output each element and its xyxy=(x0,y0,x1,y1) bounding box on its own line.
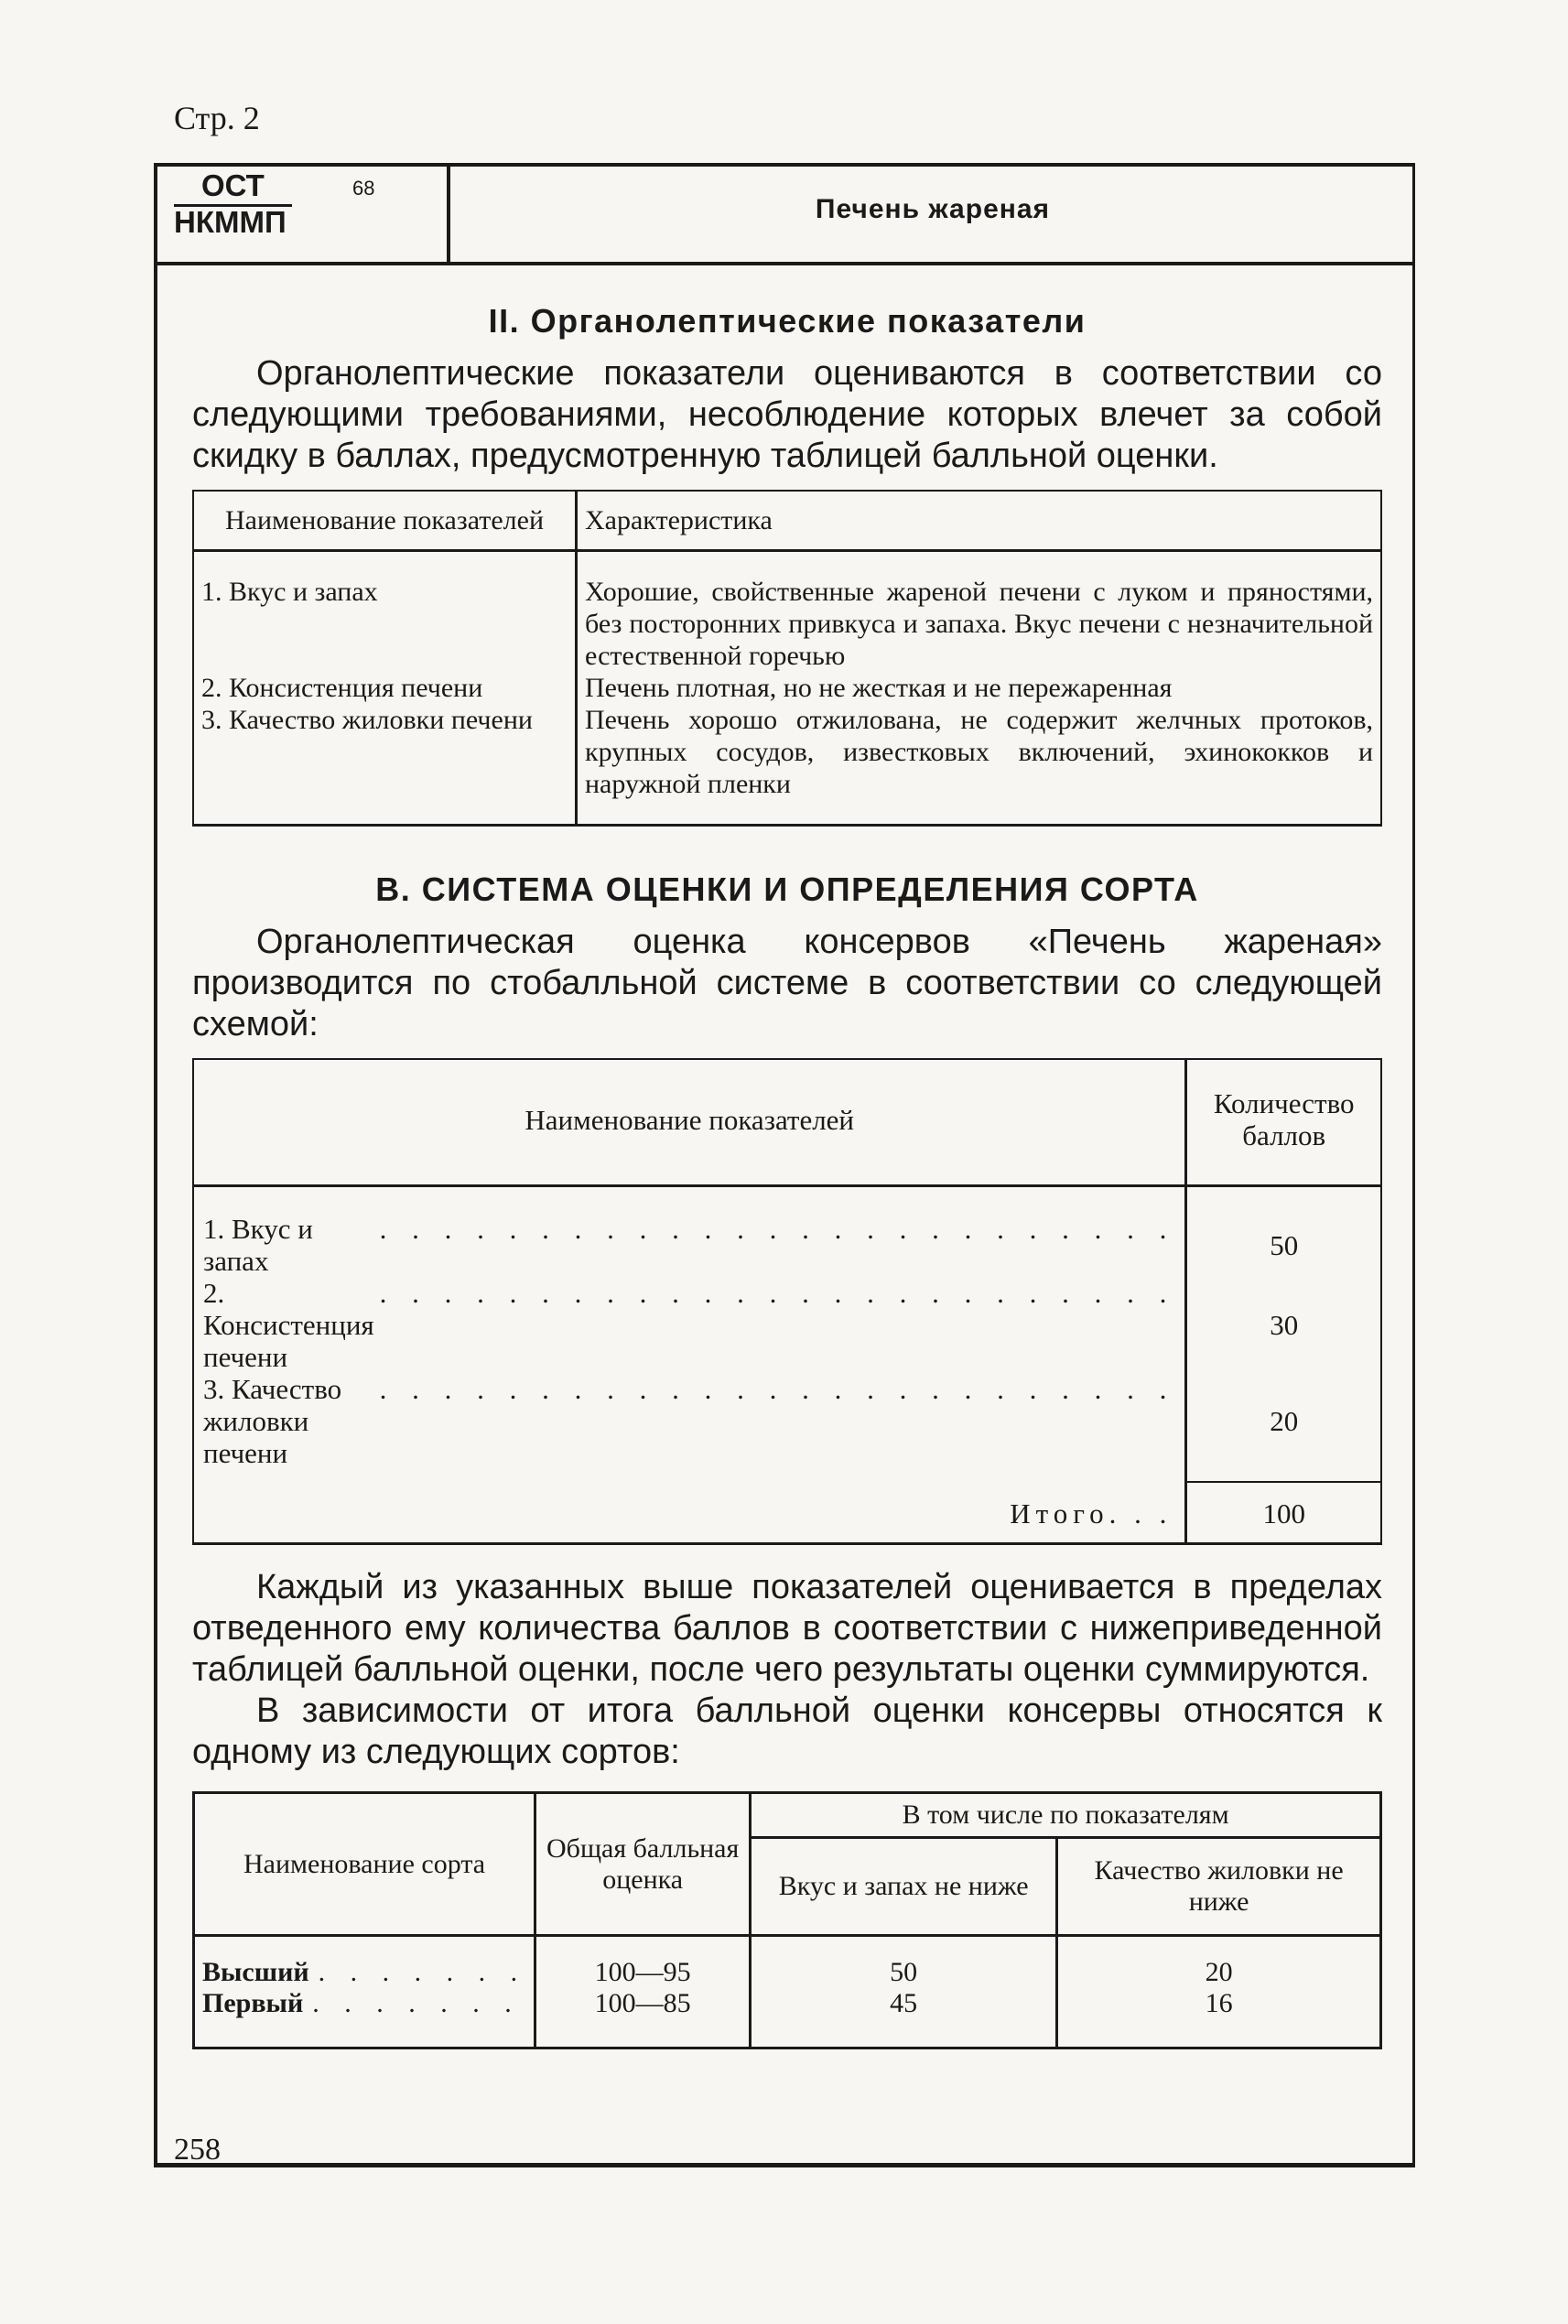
grade-header-taste: Вкус и запах не ниже xyxy=(751,1838,1057,1936)
grade-header-total: Общая балльная оценка xyxy=(535,1793,751,1936)
indicator-name: 1. Вкус и запах xyxy=(193,551,577,673)
table-row: 1. Вкус и запах . . . . . . . . . . . . . . . . . . . . . . . . . 50 xyxy=(193,1186,1381,1278)
grade-name: Первый xyxy=(202,1988,304,2018)
grade-header-quality: Качество жиловки не ниже xyxy=(1057,1838,1381,1936)
standard-code-number: 68 xyxy=(352,177,375,200)
score-indicator: 1. Вкус и запах xyxy=(203,1213,313,1277)
table-row: 2. Консистенция печени . . . . . . . . . . . . . . . . . . . . . . . . . 30 xyxy=(193,1277,1381,1373)
table-row: Первый . . . . . . . 100—85 45 16 xyxy=(194,1988,1381,2048)
table-row: 3. Качество жиловки печени . . . . . . . . . . . . . . . . . . . . . . . . . 20 xyxy=(193,1373,1381,1482)
indicator-name: 3. Качество жиловки печени xyxy=(193,704,577,826)
standard-code-line1: ОСТ xyxy=(174,170,292,207)
grade-quality: 20 xyxy=(1057,1936,1381,1989)
score-total-value: 100 xyxy=(1186,1482,1381,1544)
page-label: Стр. 2 xyxy=(174,100,260,136)
grade-total: 100—85 xyxy=(535,1988,751,2048)
grade-total: 100—95 xyxy=(535,1936,751,1989)
section-b-intro: Органолептическая оценка консервов «Печень жареная» производится по стобалльной системе в соответствии со следующей схемой: xyxy=(192,923,1382,1043)
score-indicator: 3. Качество жиловки печени xyxy=(203,1373,342,1469)
product-name: Печень жареная xyxy=(815,194,1051,224)
score-header-name: Наименование показателей xyxy=(193,1059,1186,1186)
section2-title: II. Органолептические показатели xyxy=(488,302,1087,340)
standard-code-line2: НКММП xyxy=(174,204,287,239)
score-table xyxy=(192,1058,1382,1545)
page-content xyxy=(192,302,1382,2049)
score-header-points: Количество баллов xyxy=(1186,1059,1381,1186)
grade-header-name: Наименование сорта xyxy=(194,1793,535,1936)
score-points: 30 xyxy=(1186,1277,1381,1373)
score-total-row xyxy=(193,1482,1381,1544)
table-row xyxy=(193,672,1381,704)
section-b-paragraph-1: Каждый из указанных выше показателей оценивается в пределах отведенного ему количества баллов в соответствии с нижеприведенной таблицей балльной оценки, после чего результаты оценки суммируются. xyxy=(192,1568,1382,1689)
section-b-paragraph-2: В зависимости от итога балльной оценки консервы относятся к одному из следующих сортов: xyxy=(192,1692,1382,1771)
score-indicator: 2. Консистенция печени xyxy=(203,1277,374,1373)
score-total-label: Итого. . . xyxy=(193,1482,1186,1544)
grade-quality: 16 xyxy=(1057,1988,1381,2048)
indicator-name: 2. Консистенция печени xyxy=(193,672,577,704)
table-row: Высший . . . . . . . 100—95 50 20 xyxy=(194,1936,1381,1989)
section2-intro: Органолептические показатели оцениваются в соответствии со следующими требованиями, несоблюдение которых влечет за собой скидку в баллах, предусмотренную таблицей балльной оценки. xyxy=(192,354,1382,475)
score-points: 50 xyxy=(1186,1186,1381,1278)
table-row xyxy=(193,704,1381,826)
organoleptic-table xyxy=(192,490,1382,827)
grade-header-group: В том числе по показателям xyxy=(751,1793,1381,1838)
grade-table xyxy=(192,1791,1382,2049)
organoleptic-header-name: Наименование показателей xyxy=(193,491,577,551)
standard-code xyxy=(174,170,439,238)
section-b-title: В. СИСТЕМА ОЦЕНКИ И ОПРЕДЕЛЕНИЯ СОРТА xyxy=(375,870,1199,908)
grade-taste: 45 xyxy=(751,1988,1057,2048)
score-points: 20 xyxy=(1186,1373,1381,1482)
table-row xyxy=(193,551,1381,673)
grade-name: Высший xyxy=(202,1957,309,1987)
indicator-characteristic: Печень хорошо отжилована, не содержит желчных протоков, крупных сосудов, известковых включений, эхинококков и наружной пленки xyxy=(577,704,1382,826)
indicator-characteristic: Печень плотная, но не жесткая и не пережаренная xyxy=(577,672,1382,704)
grade-taste: 50 xyxy=(751,1936,1057,1989)
page-number: 258 xyxy=(174,2133,221,2167)
organoleptic-header-characteristic: Характеристика xyxy=(577,491,1382,551)
document-header xyxy=(154,163,1415,265)
indicator-characteristic: Хорошие, свойственные жареной печени с луком и пряностями, без посторонних привкуса и запаха. Вкус печени с незначительной естественной горечью xyxy=(577,551,1382,673)
